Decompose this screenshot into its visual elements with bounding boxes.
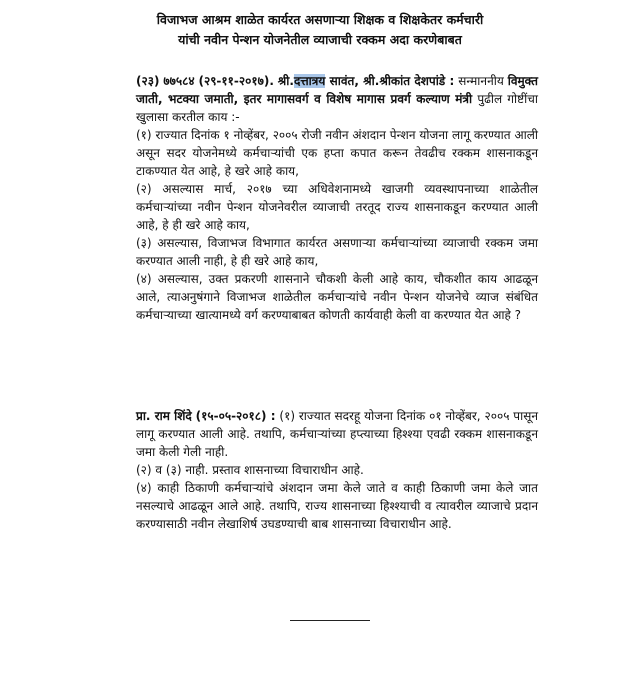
question-item: (१) राज्यात दिनांक १ नोव्हेंबर, २००५ रोजी नवीन अंशदान पेन्शन योजना लागू करण्यात आली असून सदर योजनेमध्ये कर्मचाऱ्यांची एक हप्ता कपात करून तेवढीच रक्कम शासनाकडून टाकण्यात येत आहे, हे खरे आहे काय, xyxy=(136,128,538,178)
question-number: (२३) xyxy=(136,74,160,88)
asker-prefix: श्री. xyxy=(277,74,294,88)
answer-first xyxy=(136,407,538,461)
question-items xyxy=(136,126,538,324)
end-divider xyxy=(290,620,370,621)
question-intro-end: पुढील गोष्टींचा खुलासा करतील काय :- xyxy=(136,92,538,124)
document-title-line-1: विजाभज आश्रम शाळेत कार्यरत असणाऱ्या शिक्षक व शिक्षकेतर कर्मचारी xyxy=(156,12,484,27)
question-id: ७७५८४ xyxy=(163,74,195,88)
question-item: (४) असल्यास, उक्त प्रकरणी शासनाने चौकशी केली आहे काय, चौकशीत काय आढळून आले, त्याअनुषंगाने विजाभज शाळेतील कर्मचाऱ्यांचे नवीन पेन्शन योजनेचे व्याज संबंधित कर्मचाऱ्याच्या खात्यामध्ये वर्ग करण्याबाबत कोणती कार्यवाही केली वा करण्यात येत आहे ? xyxy=(136,272,538,322)
answer-first-text: (१) राज्यात सदरहू योजना दिनांक ०१ नोव्हेंबर, २००५ पासून लागू करण्यात आली आहे. तथापि, कर्मचाऱ्यांच्या हप्त्याच्या हिश्श्या एवढी रक्कम शासनाकडून जमा केली गेली नाही. xyxy=(136,409,538,459)
question-item: (३) असल्यास, विजाभज विभागात कार्यरत असणाऱ्या कर्मचाऱ्यांच्या व्याजाची रक्कम जमा करण्यात आली नाही, हे ही खरे आहे काय, xyxy=(136,236,538,268)
question-date: (२९-११-२०१७). xyxy=(198,74,274,88)
answer-date: (१५-०५-२०१८) : xyxy=(195,409,276,423)
asker-rest: सावंत, श्री.श्रीकांत देशपांडे : xyxy=(325,74,455,88)
question-intro-minister: विमुक्त जाती, भटक्या जमाती, इतर मागासवर्ग व विशेष मागास प्रवर्ग कल्याण मंत्री xyxy=(136,74,538,106)
question-intro-plain: सन्माननीय xyxy=(458,74,508,88)
answer-block xyxy=(136,407,538,533)
document-title-line-2: यांची नवीन पेन्शन योजनेतील व्याजाची रक्कम अदा करणेबाबत xyxy=(178,32,462,47)
answer-item: (२) व (३) नाही. प्रस्ताव शासनाच्या विचाराधीन आहे. xyxy=(136,463,364,477)
question-item: (२) असल्यास मार्च, २०१७ च्या अधिवेशनामध्ये खाजगी व्यवस्थापनाच्या शाळेतील कर्मचाऱ्यांच्या नवीन पेन्शन योजनेवरील व्याजाची तरतूद राज्य शासनाकडून करण्यात आली आहे, हे ही खरे आहे काय, xyxy=(136,182,538,232)
answer-minister: प्रा. राम शिंदे xyxy=(136,409,192,423)
question-header xyxy=(136,72,538,126)
asker-highlighted-name: दत्तात्रय xyxy=(293,74,326,88)
answer-item: (४) काही ठिकाणी कर्मचाऱ्यांचे अंशदान जमा केले जाते व काही ठिकाणी जमा केले जात नसल्याचे आढळून आले आहे. तथापि, राज्य शासनाच्या हिश्श्याची व त्यावरील व्याजाचे प्रदान करण्यासाठी नवीन लेखाशिर्ष उघडण्याची बाब शासनाच्या विचाराधीन आहे. xyxy=(136,481,538,531)
